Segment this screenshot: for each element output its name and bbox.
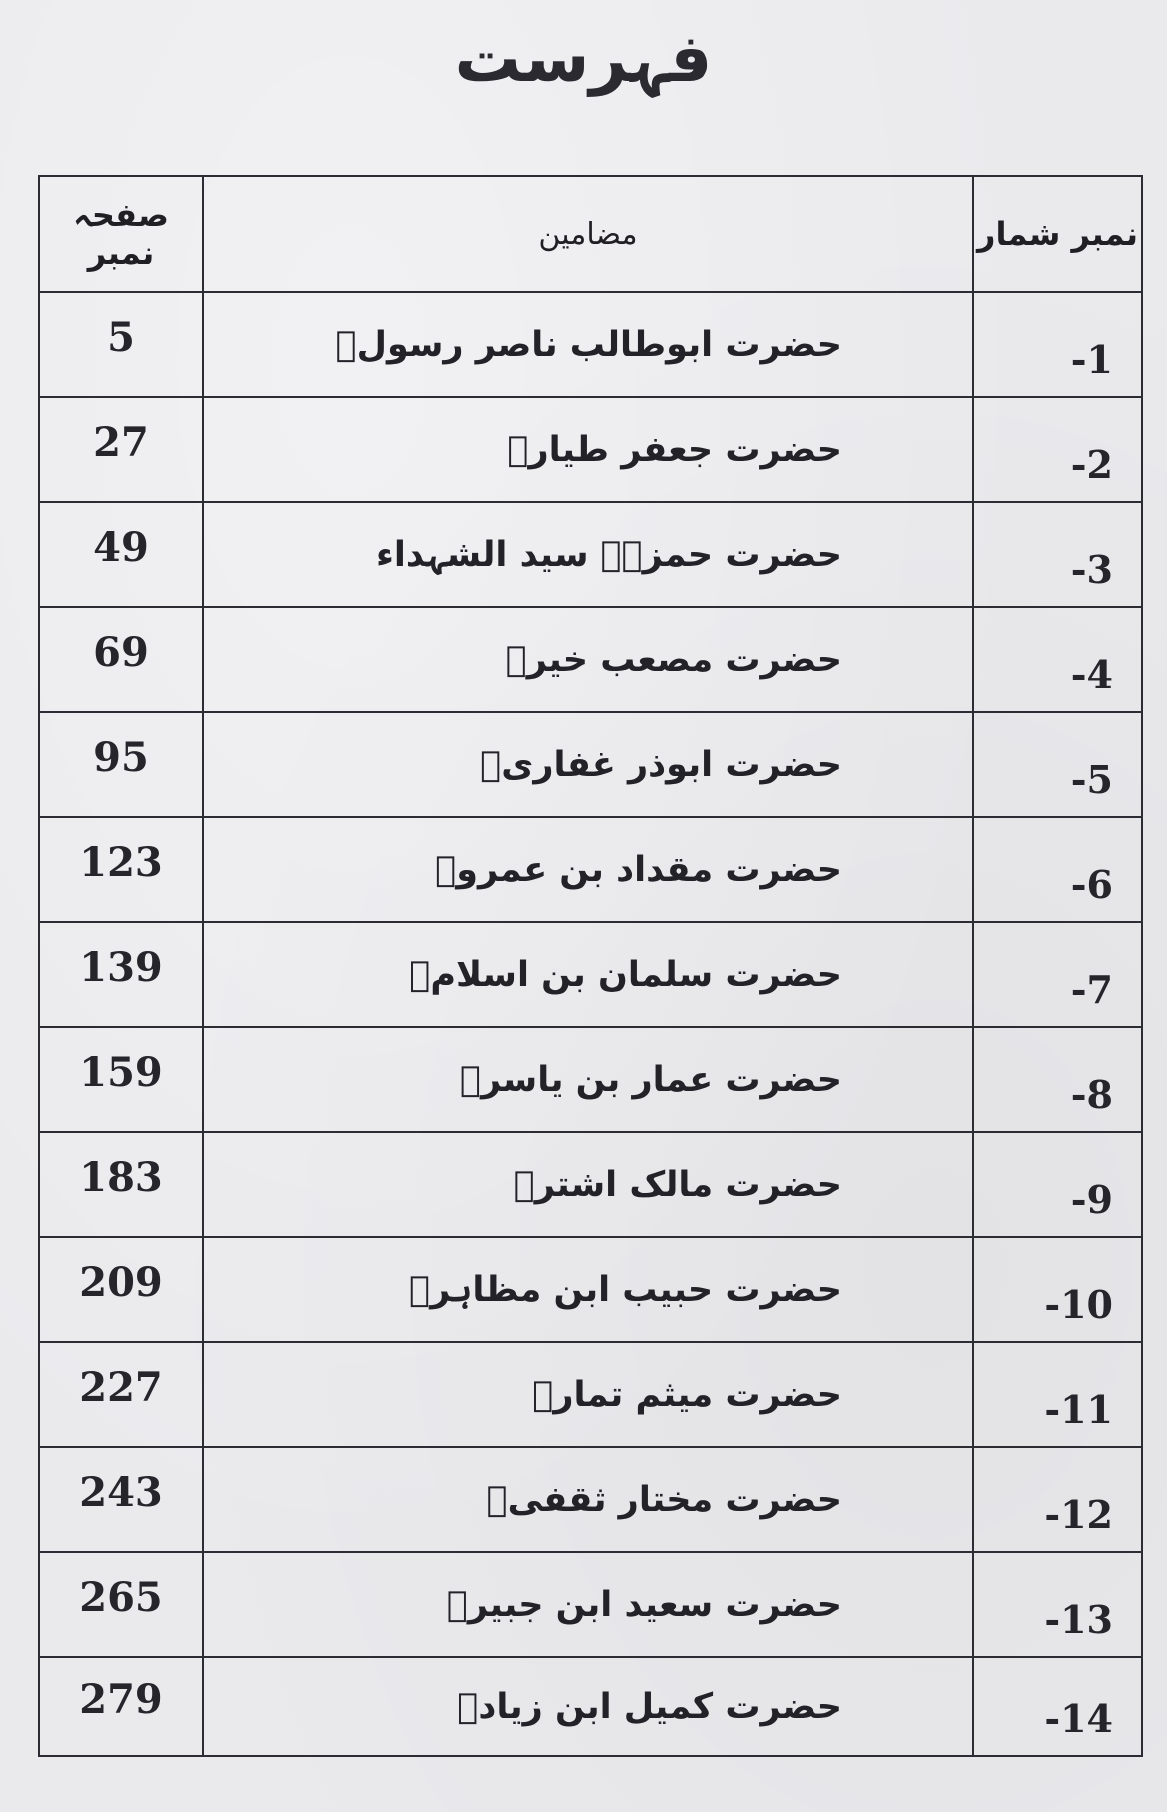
- topic-title: حضرت سلمان بن اسلامؓ: [203, 922, 973, 1027]
- page-number: 139: [39, 922, 203, 1027]
- topic-title: حضرت ابوطالب ناصر رسولؐ: [203, 292, 973, 397]
- page-number: 5: [39, 292, 203, 397]
- serial-number: -7: [973, 922, 1142, 1027]
- serial-number: -11: [973, 1342, 1142, 1447]
- page-number: 279: [39, 1657, 203, 1756]
- topic-title: حضرت مختار ثقفیؓ: [203, 1447, 973, 1552]
- header-serial-number: نمبر شمار: [973, 176, 1142, 292]
- page-title: فہرست: [454, 20, 713, 97]
- header-topics: مضامین: [203, 176, 973, 292]
- page-number: 159: [39, 1027, 203, 1132]
- serial-number: -2: [973, 397, 1142, 502]
- table-row: [39, 397, 1142, 502]
- table-header-row: [39, 176, 1142, 292]
- topic-title: حضرت میثم تمارؓ: [203, 1342, 973, 1447]
- table-row: [39, 502, 1142, 607]
- topic-title: حضرت حمزہؓ سید الشہداء: [203, 502, 973, 607]
- serial-number: -12: [973, 1447, 1142, 1552]
- page-number: 265: [39, 1552, 203, 1657]
- topic-title: حضرت حبیب ابن مظاہرؓ: [203, 1237, 973, 1342]
- contents-table: [38, 175, 1143, 1757]
- topic-title: حضرت مالک اشترؓ: [203, 1132, 973, 1237]
- page-number: 49: [39, 502, 203, 607]
- page-number: 123: [39, 817, 203, 922]
- table-row: [39, 922, 1142, 1027]
- table-row: [39, 817, 1142, 922]
- topic-title: حضرت ابوذر غفاریؓ: [203, 712, 973, 817]
- serial-number: -8: [973, 1027, 1142, 1132]
- serial-number: -3: [973, 502, 1142, 607]
- serial-number: -6: [973, 817, 1142, 922]
- serial-number: -4: [973, 607, 1142, 712]
- table-row: [39, 1342, 1142, 1447]
- serial-number: -10: [973, 1237, 1142, 1342]
- table-row: [39, 1237, 1142, 1342]
- table-row: [39, 712, 1142, 817]
- table-row: [39, 1447, 1142, 1552]
- topic-title: حضرت مصعب خیرؓ: [203, 607, 973, 712]
- topic-title: حضرت سعید ابن جبیرؓ: [203, 1552, 973, 1657]
- serial-number: -13: [973, 1552, 1142, 1657]
- header-page-number: صفحہ نمبر: [39, 176, 203, 292]
- serial-number: -14: [973, 1657, 1142, 1756]
- page-number: 243: [39, 1447, 203, 1552]
- page-number: 69: [39, 607, 203, 712]
- serial-number: -1: [973, 292, 1142, 397]
- table-row: [39, 1027, 1142, 1132]
- table-row: [39, 1657, 1142, 1756]
- page-number: 183: [39, 1132, 203, 1237]
- page-number: 27: [39, 397, 203, 502]
- topic-title: حضرت کمیل ابن زیادؓ: [203, 1657, 973, 1756]
- topic-title: حضرت جعفر طیارؓ: [203, 397, 973, 502]
- topic-title: حضرت مقداد بن عمروؓ: [203, 817, 973, 922]
- table-row: [39, 1552, 1142, 1657]
- table-row: [39, 607, 1142, 712]
- table-row: [39, 1132, 1142, 1237]
- serial-number: -5: [973, 712, 1142, 817]
- page-number: 209: [39, 1237, 203, 1342]
- page-number: 227: [39, 1342, 203, 1447]
- page-number: 95: [39, 712, 203, 817]
- table-row: [39, 292, 1142, 397]
- topic-title: حضرت عمار بن یاسرؓ: [203, 1027, 973, 1132]
- serial-number: -9: [973, 1132, 1142, 1237]
- table-body: [39, 292, 1142, 1756]
